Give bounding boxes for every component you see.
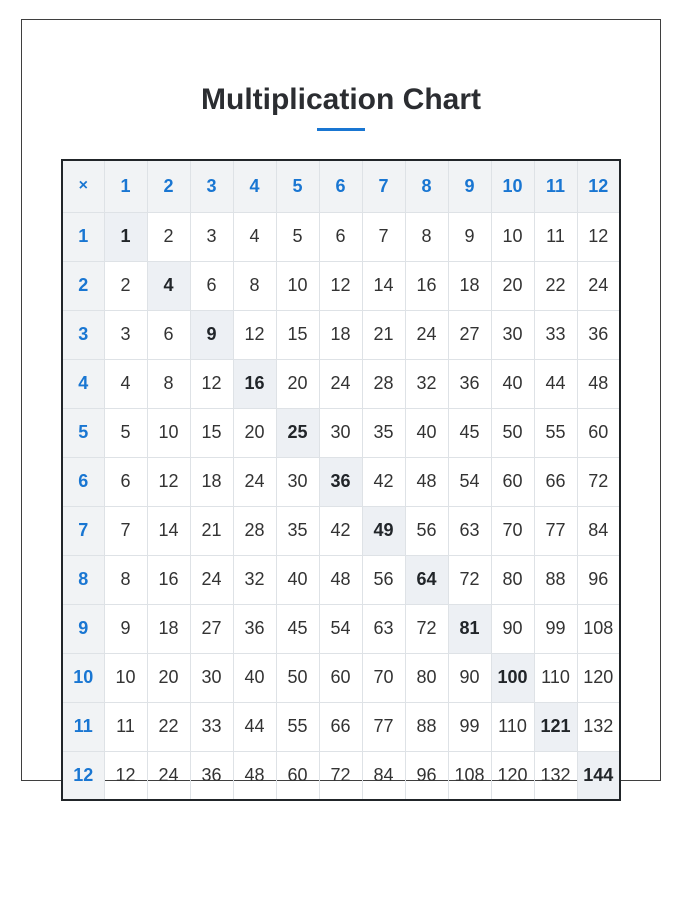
product-cell: 30 [319,408,362,457]
product-cell: 24 [147,751,190,800]
product-cell: 8 [104,555,147,604]
product-cell: 21 [190,506,233,555]
row-header: 6 [62,457,104,506]
product-cell: 60 [319,653,362,702]
product-cell: 24 [190,555,233,604]
table-row [62,604,620,653]
table-row [62,506,620,555]
product-cell: 14 [362,261,405,310]
product-cell: 27 [448,310,491,359]
document-page [21,19,661,785]
table-row [62,555,620,604]
product-cell: 10 [276,261,319,310]
product-cell: 60 [577,408,620,457]
row-header: 4 [62,359,104,408]
product-cell: 10 [104,653,147,702]
product-cell: 132 [534,751,577,800]
product-cell: 8 [405,212,448,261]
product-cell: 12 [233,310,276,359]
product-cell: 20 [491,261,534,310]
product-cell: 54 [448,457,491,506]
table-row [62,408,620,457]
row-header: 1 [62,212,104,261]
product-cell: 12 [190,359,233,408]
table-row [62,751,620,800]
product-cell: 77 [534,506,577,555]
product-cell: 36 [448,359,491,408]
product-cell: 108 [448,751,491,800]
row-header: 2 [62,261,104,310]
product-cell: 14 [147,506,190,555]
product-cell: 54 [319,604,362,653]
column-header: 5 [276,160,319,212]
column-header-row [62,160,620,212]
product-cell: 10 [491,212,534,261]
product-cell: 50 [491,408,534,457]
product-cell: 7 [362,212,405,261]
product-cell: 22 [147,702,190,751]
row-header: 10 [62,653,104,702]
row-header: 8 [62,555,104,604]
product-cell: 60 [276,751,319,800]
product-cell: 36 [577,310,620,359]
product-cell: 96 [405,751,448,800]
product-cell: 110 [491,702,534,751]
product-cell: 72 [405,604,448,653]
product-cell: 110 [534,653,577,702]
product-cell: 24 [405,310,448,359]
product-cell: 20 [147,653,190,702]
table-row [62,359,620,408]
column-header: 11 [534,160,577,212]
product-cell: 72 [448,555,491,604]
row-header: 9 [62,604,104,653]
product-cell: 16 [405,261,448,310]
product-cell: 72 [319,751,362,800]
product-cell: 44 [534,359,577,408]
product-cell: 10 [147,408,190,457]
product-cell: 70 [491,506,534,555]
product-cell-square: 64 [405,555,448,604]
product-cell: 42 [362,457,405,506]
column-header: 10 [491,160,534,212]
product-cell: 108 [577,604,620,653]
product-cell: 24 [233,457,276,506]
product-cell: 60 [491,457,534,506]
product-cell: 40 [276,555,319,604]
table-row [62,261,620,310]
product-cell: 56 [405,506,448,555]
table-row [62,702,620,751]
product-cell: 84 [362,751,405,800]
product-cell: 90 [448,653,491,702]
product-cell: 48 [233,751,276,800]
product-cell: 15 [190,408,233,457]
product-cell: 33 [190,702,233,751]
row-header: 5 [62,408,104,457]
product-cell: 18 [448,261,491,310]
column-header: 2 [147,160,190,212]
product-cell-square: 16 [233,359,276,408]
product-cell: 44 [233,702,276,751]
product-cell: 18 [190,457,233,506]
product-cell: 6 [104,457,147,506]
product-cell: 40 [491,359,534,408]
product-cell: 11 [104,702,147,751]
table-row [62,310,620,359]
product-cell: 2 [147,212,190,261]
product-cell: 30 [276,457,319,506]
product-cell-square: 25 [276,408,319,457]
column-header: 6 [319,160,362,212]
product-cell: 35 [362,408,405,457]
product-cell: 35 [276,506,319,555]
product-cell: 50 [276,653,319,702]
product-cell: 9 [448,212,491,261]
product-cell: 7 [104,506,147,555]
corner-cell: × [62,160,104,212]
product-cell: 84 [577,506,620,555]
product-cell-square: 9 [190,310,233,359]
row-header: 12 [62,751,104,800]
product-cell: 96 [577,555,620,604]
product-cell: 15 [276,310,319,359]
product-cell: 99 [448,702,491,751]
product-cell: 5 [104,408,147,457]
product-cell: 3 [104,310,147,359]
column-header: 1 [104,160,147,212]
product-cell: 4 [233,212,276,261]
product-cell-square: 121 [534,702,577,751]
column-header: 7 [362,160,405,212]
product-cell: 28 [362,359,405,408]
multiplication-table [61,159,621,801]
product-cell: 66 [319,702,362,751]
product-cell: 24 [577,261,620,310]
product-cell: 24 [319,359,362,408]
product-cell: 30 [491,310,534,359]
product-cell: 120 [491,751,534,800]
product-cell-square: 100 [491,653,534,702]
column-header: 9 [448,160,491,212]
product-cell: 42 [319,506,362,555]
product-cell: 63 [362,604,405,653]
product-cell: 6 [190,261,233,310]
row-header: 7 [62,506,104,555]
product-cell: 18 [147,604,190,653]
row-header: 3 [62,310,104,359]
product-cell: 5 [276,212,319,261]
product-cell: 12 [319,261,362,310]
product-cell-square: 4 [147,261,190,310]
product-cell: 6 [319,212,362,261]
page-title: Multiplication Chart [201,83,481,116]
product-cell: 4 [104,359,147,408]
product-cell: 3 [190,212,233,261]
column-header: 8 [405,160,448,212]
product-cell: 70 [362,653,405,702]
product-cell: 40 [405,408,448,457]
product-cell: 20 [233,408,276,457]
row-header: 11 [62,702,104,751]
column-header: 12 [577,160,620,212]
title-underline-decoration [317,128,365,131]
product-cell: 66 [534,457,577,506]
product-cell: 33 [534,310,577,359]
column-header: 3 [190,160,233,212]
product-cell: 77 [362,702,405,751]
product-cell: 45 [448,408,491,457]
product-cell: 12 [577,212,620,261]
product-cell: 80 [405,653,448,702]
product-cell: 90 [491,604,534,653]
product-cell: 48 [319,555,362,604]
product-cell: 9 [104,604,147,653]
product-cell: 12 [147,457,190,506]
product-cell-square: 144 [577,751,620,800]
product-cell: 48 [405,457,448,506]
product-cell: 28 [233,506,276,555]
product-cell: 8 [147,359,190,408]
product-cell: 55 [534,408,577,457]
product-cell: 2 [104,261,147,310]
product-cell: 36 [190,751,233,800]
product-cell: 16 [147,555,190,604]
product-cell: 6 [147,310,190,359]
product-cell: 88 [405,702,448,751]
product-cell: 12 [104,751,147,800]
product-cell: 30 [190,653,233,702]
product-cell: 120 [577,653,620,702]
product-cell: 80 [491,555,534,604]
product-cell: 40 [233,653,276,702]
product-cell: 88 [534,555,577,604]
product-cell: 99 [534,604,577,653]
product-cell: 32 [405,359,448,408]
product-cell: 20 [276,359,319,408]
product-cell: 72 [577,457,620,506]
table-row [62,653,620,702]
product-cell: 18 [319,310,362,359]
product-cell: 22 [534,261,577,310]
product-cell-square: 81 [448,604,491,653]
product-cell: 8 [233,261,276,310]
product-cell-square: 49 [362,506,405,555]
product-cell-square: 36 [319,457,362,506]
product-cell-square: 1 [104,212,147,261]
table-body [62,212,620,800]
product-cell: 63 [448,506,491,555]
product-cell: 32 [233,555,276,604]
product-cell: 56 [362,555,405,604]
product-cell: 11 [534,212,577,261]
table-row [62,457,620,506]
product-cell: 36 [233,604,276,653]
table-row [62,212,620,261]
product-cell: 132 [577,702,620,751]
product-cell: 55 [276,702,319,751]
product-cell: 27 [190,604,233,653]
product-cell: 48 [577,359,620,408]
column-header: 4 [233,160,276,212]
product-cell: 45 [276,604,319,653]
product-cell: 21 [362,310,405,359]
